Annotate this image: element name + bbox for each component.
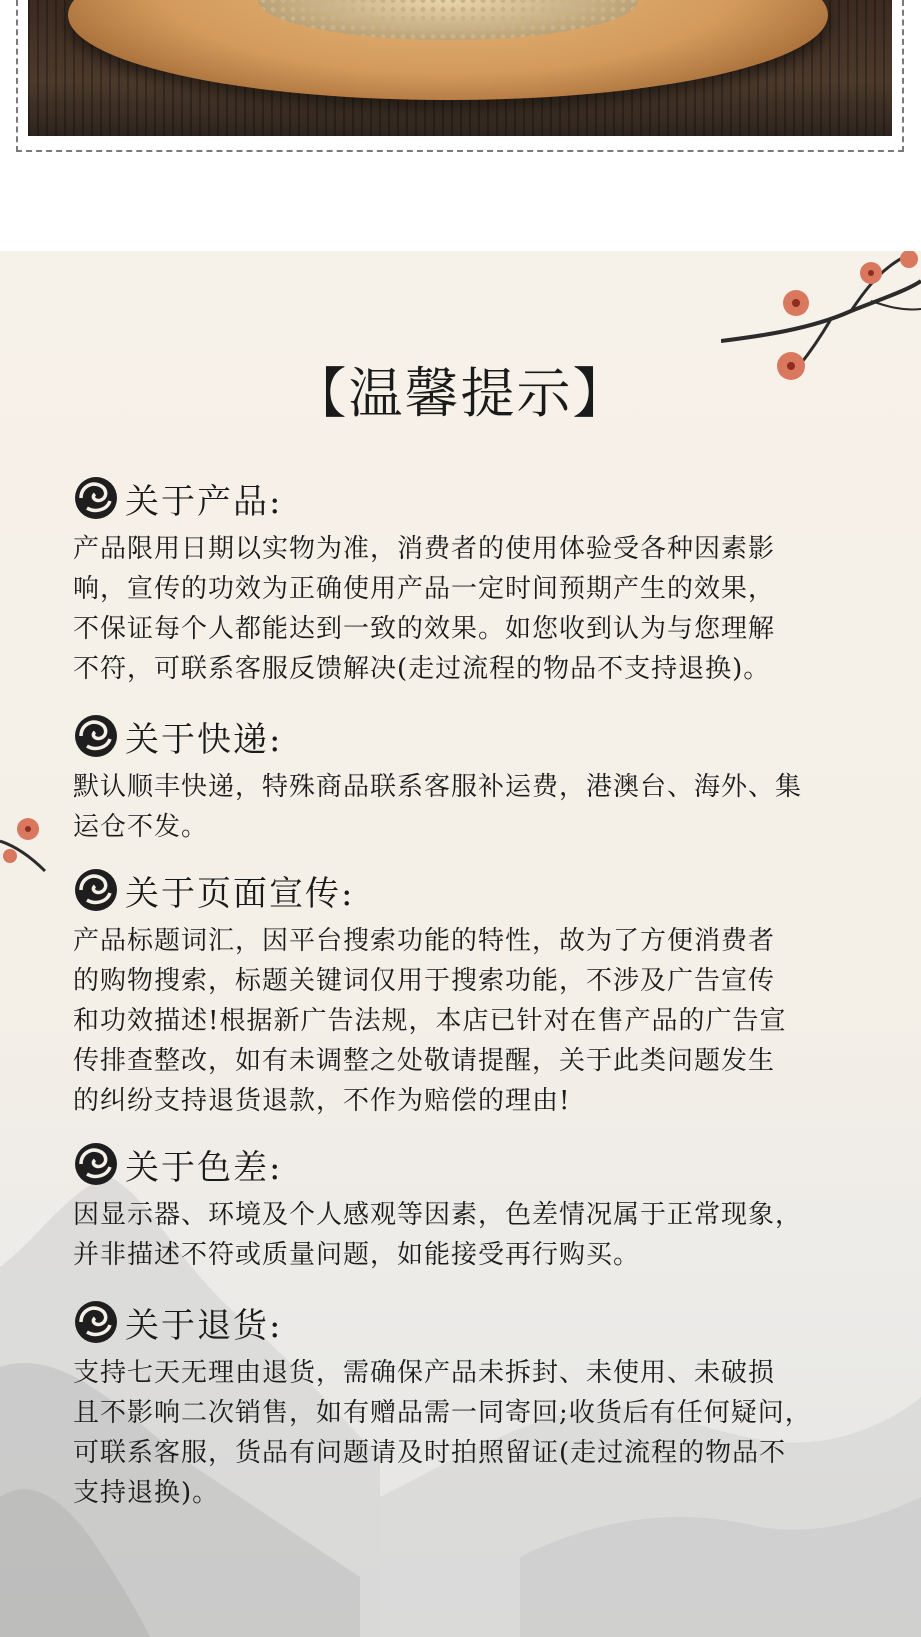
section-shipping [73,711,873,847]
swirl-emblem-icon [73,1299,119,1345]
section-body [73,921,873,1121]
body-line: 运仓不发。 [73,812,209,842]
product-photo-frame [16,0,904,152]
section-body [73,529,873,689]
section-body [73,767,873,847]
body-line: 支持七天无理由退货，需确保产品未拆封、未使用、未破损 [73,1358,776,1388]
body-line: 传排查整改，如有未调整之处敬请提醒，关于此类问题发生 [73,1046,776,1076]
notice-panel [0,251,921,1637]
section-heading: 关于产品: [125,481,283,522]
body-line: 的购物搜索，标题关键词仅用于搜索功能，不涉及广告宣传 [73,966,776,996]
body-line: 可联系客服，货品有问题请及时拍照留证(走过流程的物品不 [73,1438,787,1468]
body-line: 的纠纷支持退货退款，不作为赔偿的理由! [73,1086,571,1116]
body-line: 不保证每个人都能达到一致的效果。如您收到认为与您理解 [73,614,776,644]
body-line: 不符，可联系客服反馈解决(走过流程的物品不支持退换)。 [73,654,771,684]
body-line: 因显示器、环境及个人感观等因素，色差情况属于正常现象， [73,1200,803,1230]
body-line: 响，宣传的功效为正确使用产品一定时间预期产生的效果， [73,574,776,604]
section-body [73,1195,873,1275]
section-color-difference [73,1139,873,1275]
product-photo [28,0,892,136]
section-product [73,473,873,689]
body-line: 默认顺丰快递，特殊商品联系客服补运费，港澳台、海外、集 [73,772,803,802]
swirl-emblem-icon [73,475,119,521]
body-line: 和功效描述!根据新广告法规，本店已针对在售产品的广告宣 [73,1006,787,1036]
swirl-emblem-icon [73,867,119,913]
section-heading: 关于快递: [125,719,283,760]
plum-blossom-left-decor [0,811,60,881]
swirl-emblem-icon [73,713,119,759]
swirl-emblem-icon [73,1141,119,1187]
body-line: 产品标题词汇，因平台搜索功能的特性，故为了方便消费者 [73,926,776,956]
section-heading: 关于色差: [125,1147,283,1188]
section-heading: 关于页面宣传: [125,873,355,914]
section-heading: 关于退货: [125,1305,283,1346]
body-line: 且不影响二次销售，如有赠品需一同寄回;收货后有任何疑问， [73,1398,812,1428]
section-page-promotion [73,865,873,1121]
section-body [73,1353,873,1513]
notice-title: 【温馨提示】 [292,362,629,425]
body-line: 并非描述不符或质量问题，如能接受再行购买。 [73,1240,641,1270]
body-line: 支持退换)。 [73,1478,220,1508]
section-returns [73,1297,873,1513]
body-line: 产品限用日期以实物为准，消费者的使用体验受各种因素影 [73,534,776,564]
